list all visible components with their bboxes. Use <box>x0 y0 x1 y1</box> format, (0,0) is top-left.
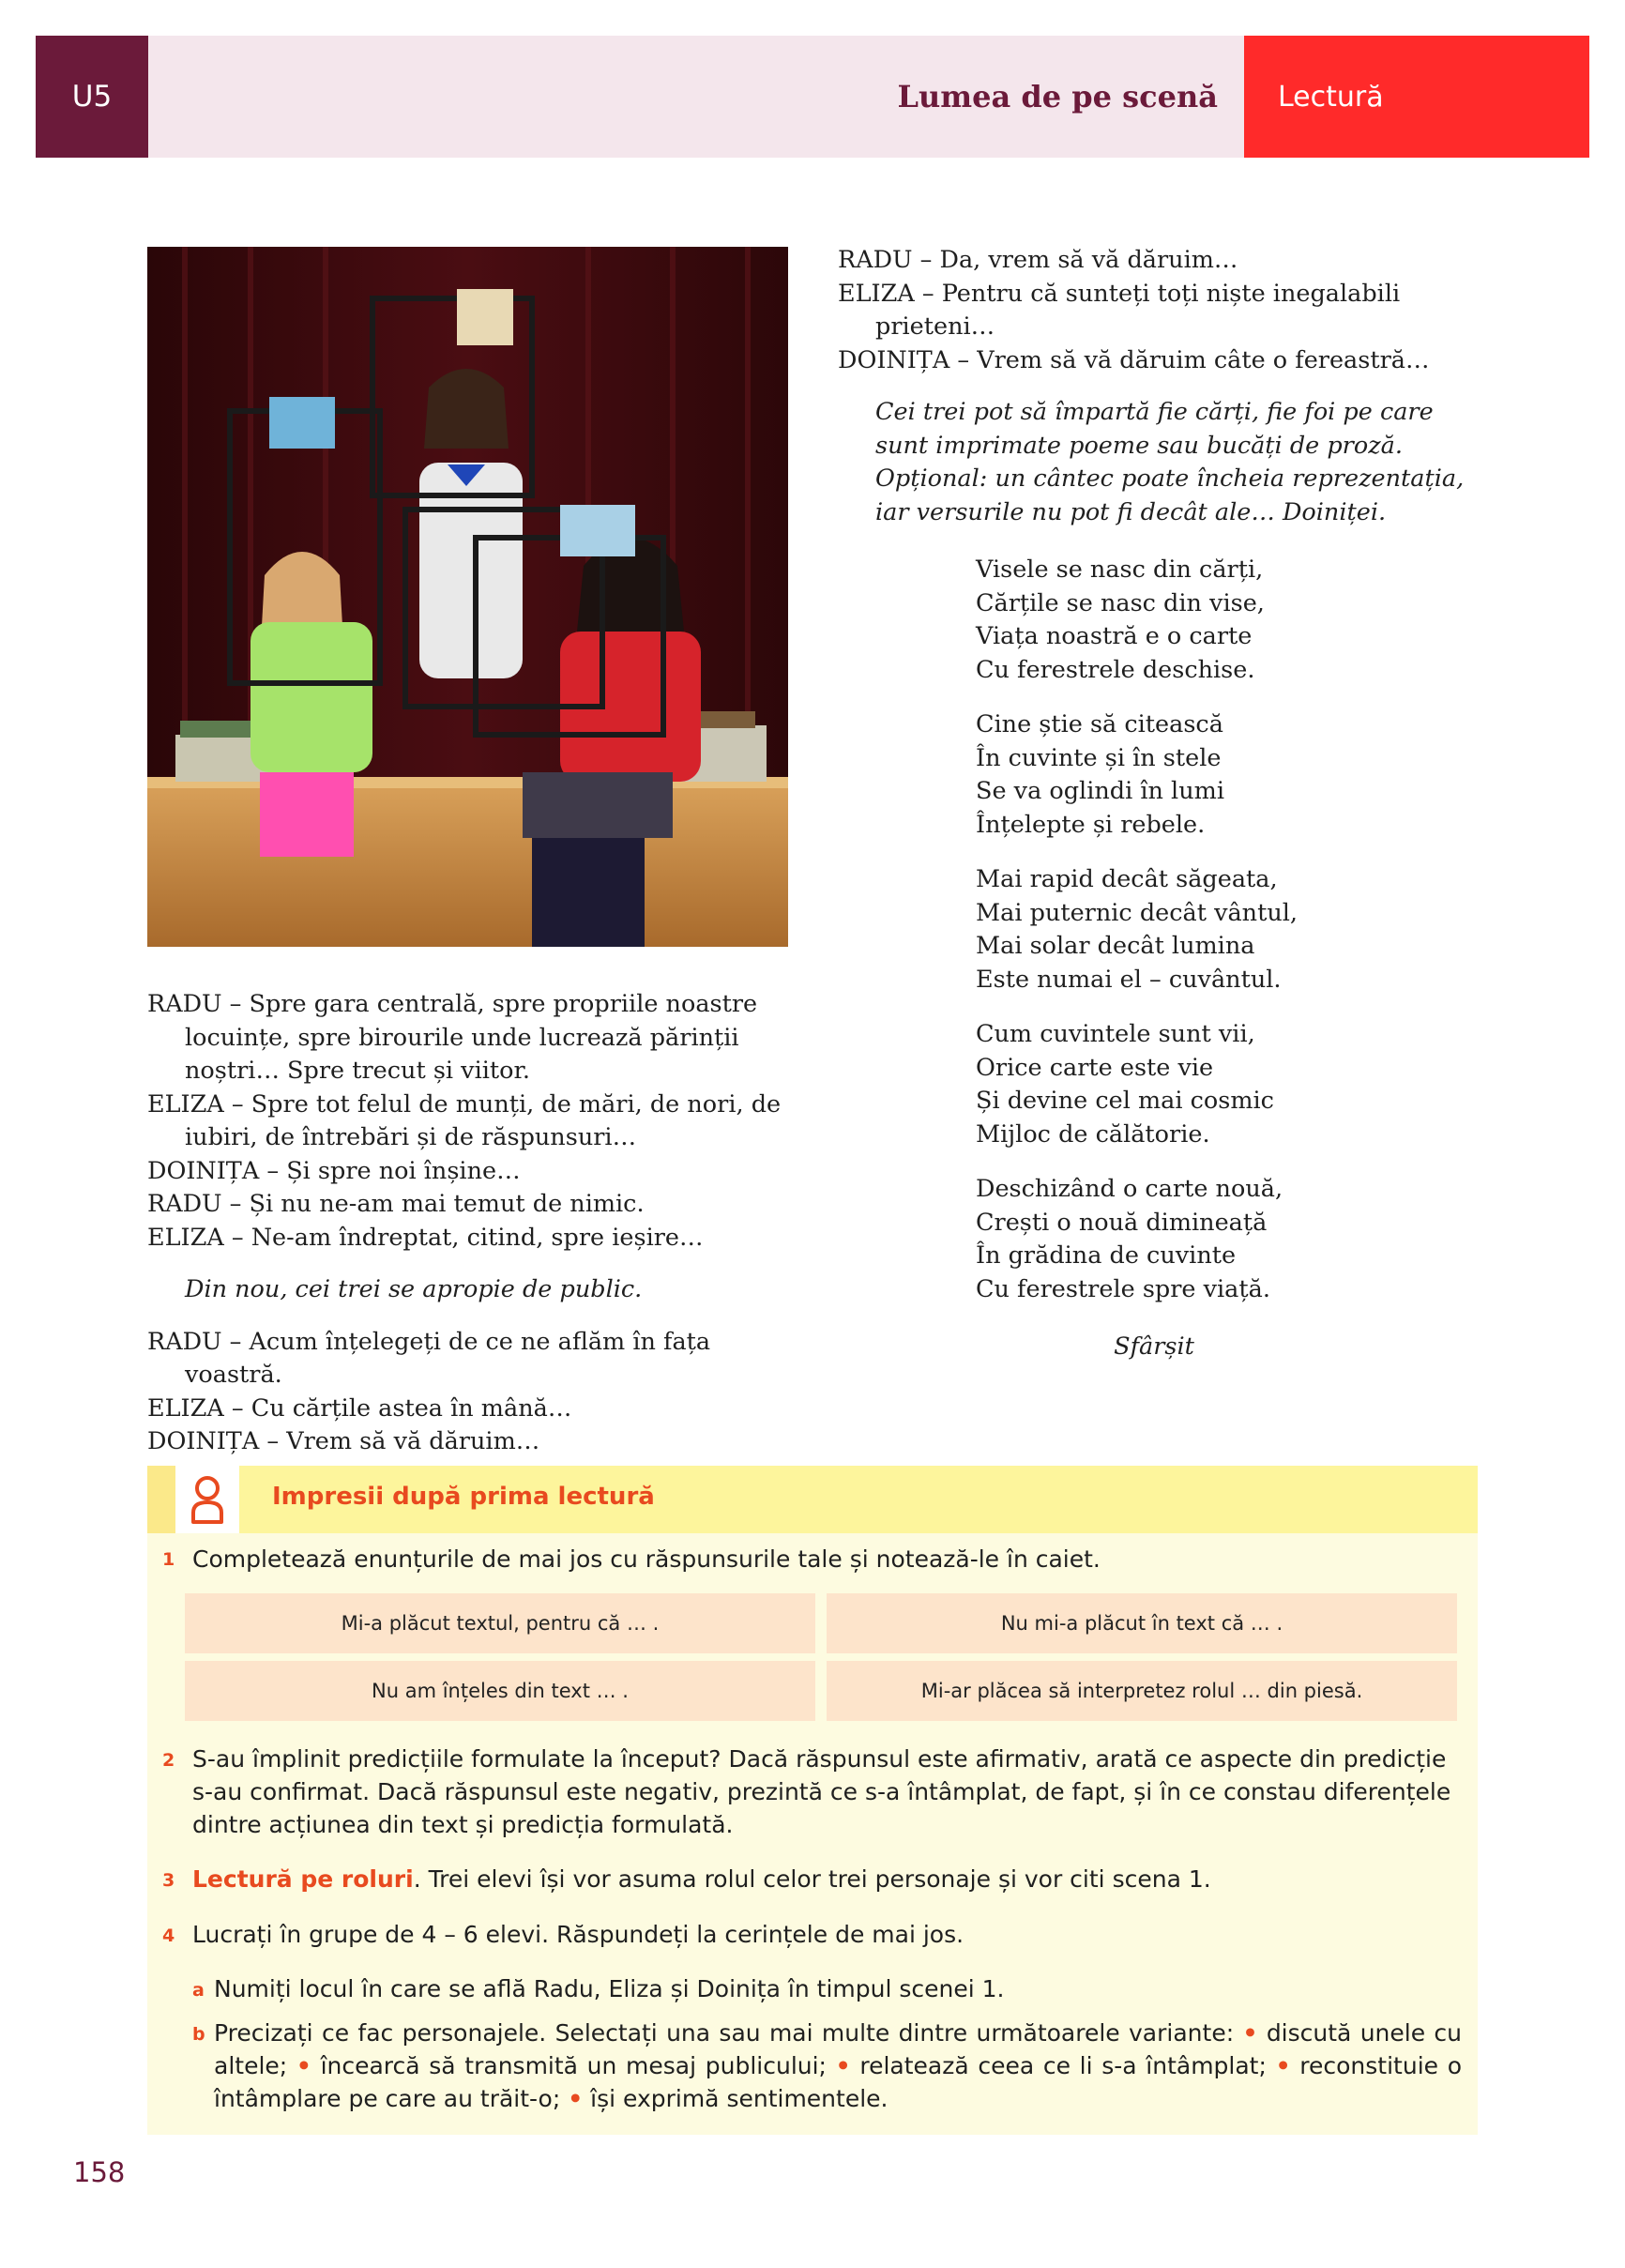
question-2: S-au împlinit predicțiile formulate la început? Dacă răspunsul este afirmativ, arată ce aspecte din predicție s-au confirmat. Dacă răspunsul este negativ, prezintă ce s-a întâmplat, de fapt, și în ce constau diferențele dintre acțiunea din text și predicția formulată. <box>192 1745 1451 1838</box>
poem-line: Cărțile se nasc din vise, <box>976 588 1265 617</box>
header-accent <box>147 1466 175 1533</box>
dialogue-line: RADU – Și nu ne-am mai temut de nimic. <box>147 1190 645 1218</box>
right-dialogue <box>838 244 1485 529</box>
exercise-header <box>147 1466 1478 1533</box>
dialogue-line: ELIZA – Spre tot felul de munți, de mări, de nori, de iubiri, de întrebări și de răspunsuri… <box>147 1089 782 1151</box>
section-tag: Lectură <box>1244 36 1589 158</box>
question-4b <box>214 2017 1462 2115</box>
poem-stanza <box>976 1173 1464 1306</box>
poem-line: Mai puternic decât vântul, <box>976 898 1298 927</box>
person-icon <box>175 1466 239 1533</box>
question-4: Lucrați în grupe de 4 – 6 elevi. Răspundeți la cerințele de mai jos. <box>192 1921 964 1948</box>
poem-line: Înțelepte și rebele. <box>976 810 1206 839</box>
poem-line: Mijloc de călătorie. <box>976 1119 1210 1149</box>
sentence-cell: Mi-a plăcut textul, pentru că … . <box>185 1593 815 1653</box>
poem <box>976 554 1464 1328</box>
option-item: discută unele cu altele; <box>214 2019 1463 2079</box>
poem-line: Visele se nasc din cărți, <box>976 556 1264 584</box>
stage-photo-image <box>147 247 788 947</box>
question-4a: Numiți locul în care se află Radu, Eliza și Doinița în timpul scenei 1. <box>214 1975 1005 2002</box>
question-number: 4 <box>162 1926 175 1946</box>
bullet-icon: • <box>1242 2019 1258 2047</box>
unit-label: U5 <box>36 36 148 158</box>
bullet-icon: • <box>296 2052 311 2079</box>
poem-line: Cu ferestrele spre viață. <box>976 1274 1270 1303</box>
dialogue-line: RADU – Acum înțelegeți de ce ne aflăm în fața voastră. <box>147 1327 711 1389</box>
poem-stanza <box>976 708 1464 842</box>
poem-line: Mai rapid decât săgeata, <box>976 865 1278 893</box>
dialogue-line: DOINIȚA – Vrem să vă dăruim câte o fereastră… <box>838 345 1430 374</box>
sentence-cell: Mi-ar plăcea să interpretez rolul … din piesă. <box>827 1661 1457 1721</box>
question-3 <box>192 1863 1461 1895</box>
poem-line: Crești o nouă dimineață <box>976 1208 1268 1237</box>
poem-line: Și devine cel mai cosmic <box>976 1087 1274 1115</box>
poem-stanza <box>976 1018 1464 1151</box>
exercise-box <box>147 1466 1478 2135</box>
option-item: încearcă să transmită un mesaj publicului; <box>320 2052 827 2079</box>
sentence-cell: Nu am înțeles din text … . <box>185 1661 815 1721</box>
poem-line: Cu ferestrele deschise. <box>976 655 1255 684</box>
poem-stanza <box>976 863 1464 997</box>
poem-line: Viața noastră e o carte <box>976 622 1253 650</box>
question-3-text: . Trei elevi își vor asuma rolul celor trei personaje și vor citi scena 1. <box>413 1865 1211 1893</box>
poem-line: Orice carte este vie <box>976 1053 1214 1082</box>
stage-direction: Din nou, cei trei se apropie de public. <box>185 1275 643 1303</box>
sentence-cell: Nu mi-a plăcut în text că … . <box>827 1593 1457 1653</box>
poem-line: Cum cuvintele sunt vii, <box>976 1020 1255 1048</box>
dialogue-line: ELIZA – Ne-am îndreptat, citind, spre ieșire… <box>147 1223 704 1252</box>
page-number: 158 <box>73 2156 126 2188</box>
poem-line: În grădina de cuvinte <box>976 1241 1237 1270</box>
question-4b-intro: Precizați ce fac personajele. Selectați una sau mai multe dintre următoarele variante: <box>214 2019 1235 2047</box>
exercise-title: Impresii după prima lectură <box>272 1483 655 1511</box>
end-word: Sfârșit <box>1114 1332 1194 1361</box>
question-number: 2 <box>162 1750 175 1771</box>
question-number: 3 <box>162 1870 175 1891</box>
poem-line: Mai solar decât lumina <box>976 932 1255 960</box>
poem-line: Se va oglindi în lumi <box>976 777 1224 805</box>
dialogue-line: DOINIȚA – Și spre noi înșine… <box>147 1156 521 1185</box>
bullet-icon: • <box>568 2085 584 2112</box>
subquestion-letter: a <box>192 1980 205 2001</box>
option-item: își exprimă sentimentele. <box>590 2085 888 2112</box>
bullet-icon: • <box>1275 2052 1291 2079</box>
question-number: 1 <box>162 1549 175 1570</box>
bullet-icon: • <box>835 2052 851 2079</box>
left-dialogue <box>147 988 795 1459</box>
dialogue-line: RADU – Spre gara centrală, spre propriile noastre locuințe, spre birourile unde lucrează părinții noștri… Spre trecut și viitor. <box>147 990 758 1085</box>
chapter-title: Lumea de pe scenă <box>148 36 1244 158</box>
question-1: Completează enunțurile de mai jos cu răspunsurile tale și notează-le în caiet. <box>192 1545 1101 1573</box>
highlight-text: Lectură pe roluri <box>192 1865 414 1893</box>
stage-photo <box>147 247 788 947</box>
dialogue-line: ELIZA – Cu cărțile astea în mână… <box>147 1393 572 1423</box>
dialogue-line: RADU – Da, vrem să vă dăruim… <box>838 246 1238 274</box>
poem-line: Deschizând o carte nouă, <box>976 1175 1283 1203</box>
dialogue-line: ELIZA – Pentru că sunteți toți niște inegalabili prieteni… <box>838 279 1401 341</box>
dialogue-line: DOINIȚA – Vrem să vă dăruim… <box>147 1427 540 1455</box>
poem-stanza <box>976 554 1464 687</box>
page-header <box>36 36 1589 158</box>
poem-line: Cine știe să citească <box>976 710 1223 738</box>
stage-direction: Cei trei pot să împartă fie cărți, fie foi pe care sunt imprimate poeme sau bucăți de proză. <box>875 398 1434 460</box>
poem-line: Este numai el – cuvântul. <box>976 965 1282 994</box>
poem-line: În cuvinte și în stele <box>976 743 1222 772</box>
option-item: reconstituie o întâmplare pe care au trăit-o; <box>214 2052 1463 2112</box>
option-item: relatează ceea ce li s-a întâmplat; <box>859 2052 1267 2079</box>
stage-direction: Opțional: un cântec poate încheia reprezentația, iar versurile nu pot fi decât ale… Doiniței. <box>875 464 1465 526</box>
subquestion-letter: b <box>192 2024 205 2045</box>
